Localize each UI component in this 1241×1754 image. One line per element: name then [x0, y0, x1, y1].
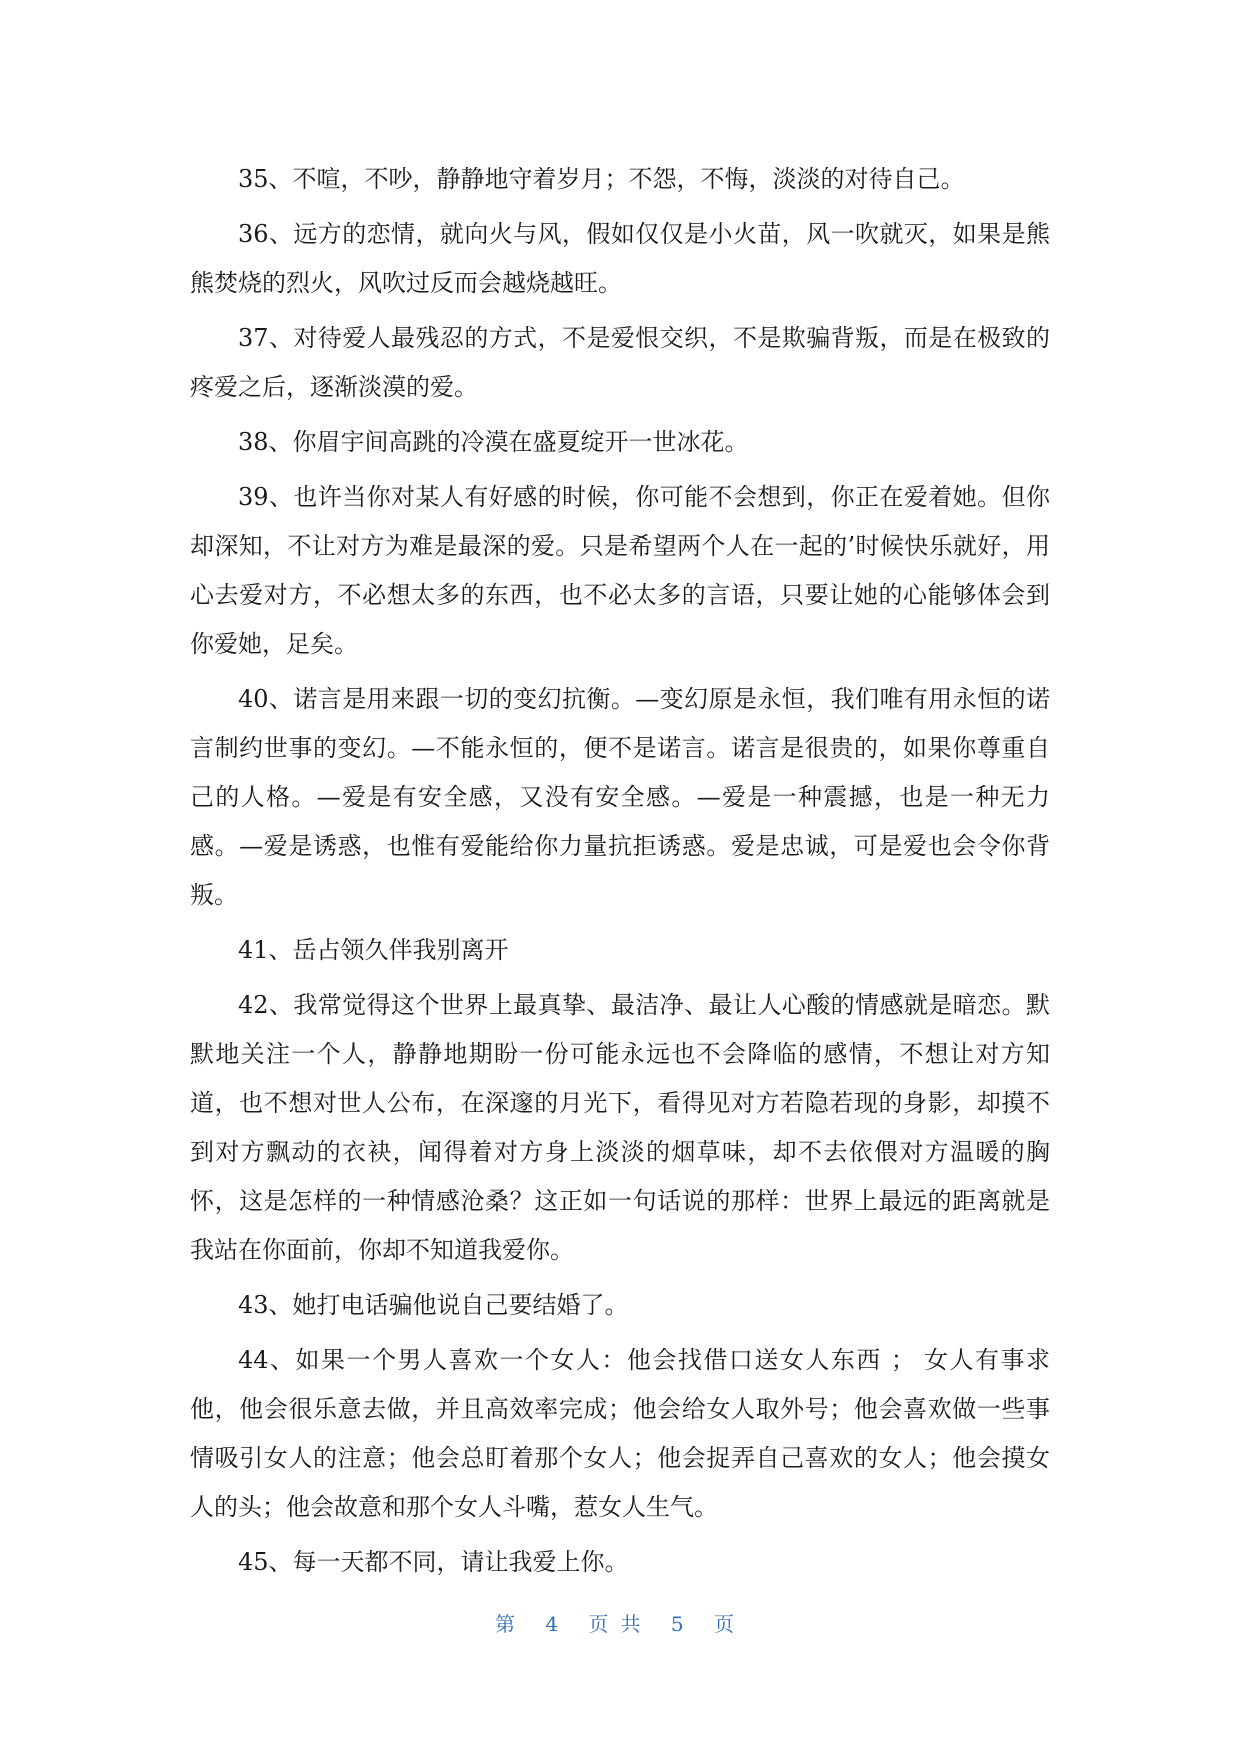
footer-suffix: 页: [713, 1612, 746, 1636]
footer-prefix: 第: [495, 1612, 528, 1636]
paragraph-35: 35、不喧，不吵，静静地守着岁月；不怨，不悔，淡淡的对待自己。: [238, 165, 965, 193]
footer-middle: 页共: [588, 1612, 653, 1636]
document-body: [190, 155, 1050, 1593]
paragraph-39: 39、也许当你对某人有好感的时候，你可能不会想到，你正在爱着她。但你却深知，不让对方为难是最深的爱。只是希望两个人在一起的’时候快乐就好，用心去爱对方，不必想太多的东西，也不必太多的言语，只要让她的心能够体会到你爱她，足矣。: [190, 483, 1050, 658]
paragraph-37: 37、对待爱人最残忍的方式，不是爱恨交织，不是欺骗背叛，而是在极致的疼爱之后，逐渐淡漠的爱。: [190, 324, 1050, 401]
paragraph-42: 42、我常觉得这个世界上最真挚、最洁净、最让人心酸的情感就是暗恋。默默地关注一个人，静静地期盼一份可能永远也不会降临的感情，不想让对方知道，也不想对世人公布，在深邃的月光下，看得见对方若隐若现的身影，却摸不到对方飘动的衣袂，闻得着对方身上淡淡的烟草味，却不去依偎对方温暖的胸怀，这是怎样的一种情感沧桑？这正如一句话说的那样：世界上最远的距离就是我站在你面前，你却不知道我爱你。: [190, 991, 1050, 1264]
footer-current-page: 4: [545, 1612, 571, 1636]
paragraph-38: 38、你眉宇间高跳的冷漠在盛夏绽开一世冰花。: [238, 428, 749, 456]
paragraph-45: 45、每一天都不同，请让我爱上你。: [238, 1548, 629, 1576]
page-footer: [0, 1608, 1241, 1637]
footer-total-pages: 5: [670, 1612, 696, 1636]
paragraph-43: 43、她打电话骗他说自己要结婚了。: [238, 1291, 629, 1319]
paragraph-41: 41、岳占领久伴我别离开: [238, 936, 509, 964]
paragraph-36: 36、远方的恋情，就向火与风，假如仅仅是小火苗，风一吹就灭，如果是熊熊焚烧的烈火，风吹过反而会越烧越旺。: [190, 220, 1050, 297]
paragraph-40: 40、诺言是用来跟一切的变幻抗衡。—变幻原是永恒，我们唯有用永恒的诺言制约世事的变幻。—不能永恒的，便不是诺言。诺言是很贵的，如果你尊重自己的人格。—爱是有安全感，又没有安全感。—爱是一种震撼，也是一种无力感。—爱是诱惑，也惟有爱能给你力量抗拒诱惑。爱是忠诚，可是爱也会令你背叛。: [190, 685, 1050, 909]
paragraph-44: 44、如果一个男人喜欢一个女人：他会找借口送女人东西 ； 女人有事求他，他会很乐意去做，并且高效率完成；他会给女人取外号；他会喜欢做一些事情吸引女人的注意；他会总盯着那个女人；他会捉弄自己喜欢的女人；他会摸女人的头；他会故意和那个女人斗嘴，惹女人生气。: [190, 1346, 1050, 1521]
